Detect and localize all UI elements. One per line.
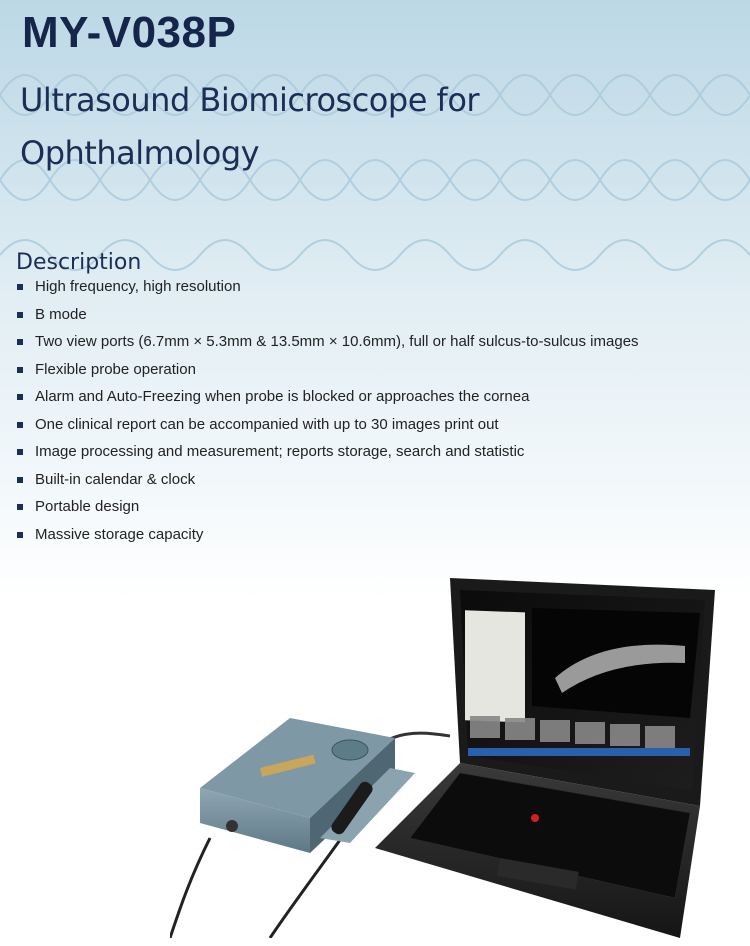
product-subtitle [20,74,580,180]
feature-text: One clinical report can be accompanied with up to 30 images print out [35,415,499,433]
bullet-icon [17,532,23,538]
feature-text: Built-in calendar & clock [35,470,196,488]
bullet-icon [17,477,23,483]
feature-text: Alarm and Auto-Freezing when probe is blocked or approaches the cornea [35,388,530,405]
feature-item [0,386,639,414]
feature-list [0,276,639,551]
feature-text: Massive storage capacity [35,525,204,543]
feature-item [0,276,639,304]
probe-cable [170,838,210,938]
feature-text: B mode [35,305,87,323]
description-heading: Description [16,250,142,275]
feature-text: Flexible probe operation [35,360,196,378]
bullet-icon [17,312,23,318]
bullet-icon [17,504,23,510]
feature-text: Two view ports (6.7mm × 5.3mm & 13.5mm × 10.6mm), full or half sulcus-to-sulcus images [35,333,639,350]
bullet-icon [17,394,23,400]
feature-text: Image processing and measurement; reports storage, search and statistic [35,443,525,460]
subtitle-line-1: Ultrasound Biomicroscope for [20,81,480,119]
feature-item [0,304,639,332]
feature-text: Portable design [35,498,140,515]
subtitle-line-2: Ophthalmology [20,134,260,172]
feature-item [0,331,639,359]
bullet-icon [17,422,23,428]
feature-text: High frequency, high resolution [35,278,241,295]
feature-item [0,469,639,497]
bullet-icon [17,449,23,455]
feature-item [0,496,639,524]
feature-item [0,441,639,469]
bullet-icon [17,339,23,345]
product-code: MY-V038P [22,8,237,57]
product-photo [170,568,730,938]
feature-item [0,359,639,387]
bullet-icon [17,284,23,290]
feature-item [0,524,639,552]
bullet-icon [17,367,23,373]
feature-item [0,414,639,442]
